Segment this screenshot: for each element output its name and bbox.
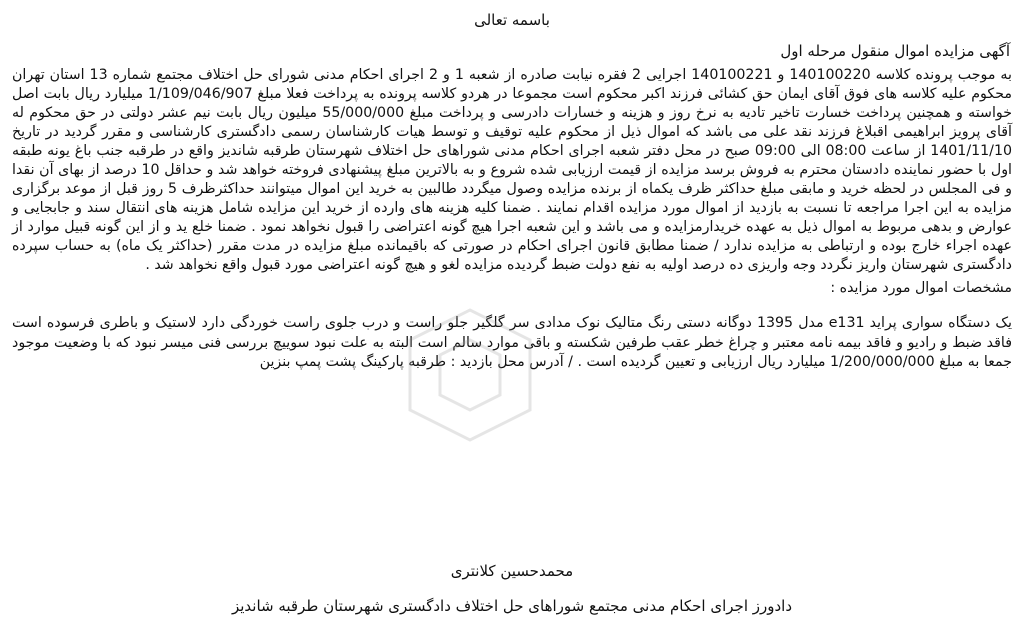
- specs-body: یک دستگاه سواری پراید e131 مدل 1395 دوگانه دستی رنگ متالیک نوک مدادی سر گلگیر جلو راست و درب جلوی راست خوردگی دارد لاستیک و باطری فرسوده است فاقد ضبط و رادیو و فاقد بیمه نامه معتبر و چراغ خطر عقب طرفین شکسته و باقی موارد سالم است البته به علت نبود سوییچ بررسی فنی میسر نبود که با وضعیت موجود جمعا به مبلغ 1/200/000/000 میلیارد ریال ارزیابی و تعیین گردیده است . / آدرس محل بازدید : طرقبه پارکینگ پشت پمپ بنزین: [12, 315, 1012, 370]
- specs-title: مشخصات اموال مورد مزایده :: [830, 280, 1012, 296]
- notice-body: به موجب پرونده کلاسه 140100220 و 140100221 اجرایی 2 فقره نیابت صادره از شعبه 1 و 2 اجرای احکام مدنی شورای حل اختلاف مجتمع شماره 13 استان تهران محکوم علیه کلاسه های فوق آقای ایمان حق کشائی فرزند اکبر محکوم است مجموعا در هردو کلاسه پرونده به پرداخت فعلا مبلغ 1/109/046/907 میلیارد ریال بابت اصل خواسته و همچنین پرداخت خسارت تاخیر تادیه به نرخ روز و هزینه و خسارات دادرسی و پرداخت مبلغ 55/000/000 میلیون ریال بابت نیم عشر دولتی در حق محکوم له آقای پرویز ابراهیمی اقبلاغ فرزند نقد علی می باشد که اموال ذیل از محکوم علیه توقیف و توسط هیات کارشناسان رسمی دادگستری کارشناسی و مقرر گردید در تاریخ 1401/11/10 از ساعت 08:00 الی 09:00 صبح در محل دفتر شعبه اجرای احکام مدنی شوراهای حل اختلاف شهرستان طرقبه شاندیز واقع در طرقبه جنب باغ یونه طبقه اول با حضور نماینده دادستان محترم به فروش برسد مزایده از قیمت ارزیابی شده شروع و به بالاترین مبلغ پیشنهادی فروخته خواهد شد و حداقل 10 درصد از بهای آن نقدا و فی المجلس در لحظه خرید و مابقی مبلغ حداکثر ظرف یکماه از برنده مزایده وصول میگردد طالبین به خرید این اموال میتوانند حداکثرظرف 5 روز قبل از موعد برگزاری مزایده به این اجرا مراجعه تا نسبت به بازدید از اموال مورد مزایده اقدام نمایند . ضمنا کلیه هزینه های وارده از خرید این مزایده شامل هزینه های انتقال سند و جابجایی و عوارض و بدهی مربوط به اموال ذیل به عهده خریدارمزایده و می باشد و این شعبه اجرا هیچ گونه اعتراضی را قبول نخواهد نمود . ضمنا خلع ید و از این گونه قبیل موارد از عهده اجراء خارج بوده و ارتباطی به مزایده ندارد / ضمنا مطابق قانون اجرای احکام در صورتی که باقیمانده مبلغ مزایده در مدت مقرر (حداکثر یک ماه) به حساب سپرده دادگستری شهرستان واریز نگردد وجه واریزی ده درصد اولیه به نفع دولت ضبط گردیده مزایده لغو و هیچ گونه اعتراضی مورد قبول واقع نخواهد شد .: [12, 67, 1012, 273]
- basmala-heading: باسمه تعالی: [474, 11, 550, 29]
- signature-role: دادورز اجرای احکام مدنی مجتمع شوراهای حل اختلاف دادگستری شهرستان طرقبه شاندیز: [231, 597, 793, 615]
- notice-title: آگهی مزایده اموال منقول مرحله اول: [780, 42, 1010, 60]
- signature-name: محمدحسین کلانتری: [450, 562, 574, 580]
